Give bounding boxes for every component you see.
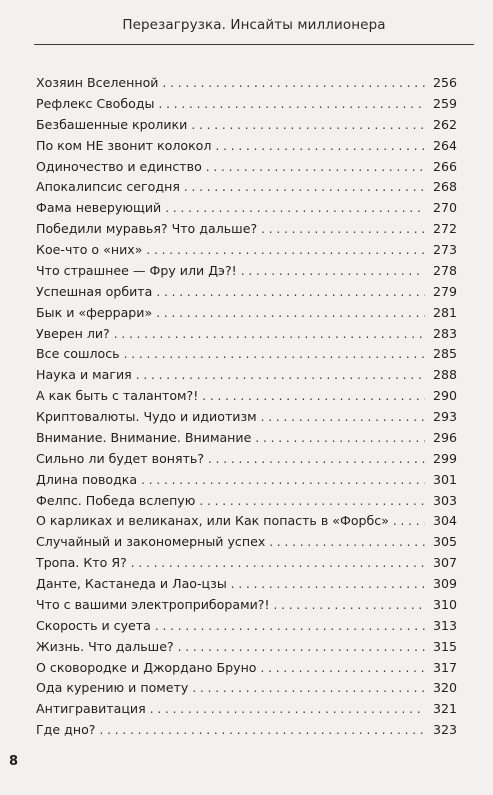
toc-entry-page: 303 bbox=[432, 492, 457, 508]
toc-entry bbox=[36, 303, 457, 324]
toc-entry-title: Апокалипсис сегодня bbox=[36, 179, 180, 195]
dot-leader bbox=[231, 574, 425, 595]
dot-leader bbox=[165, 198, 425, 219]
toc-entry-title: Победили муравья? Что дальше? bbox=[36, 221, 258, 237]
toc-entry-title: Данте, Кастанеда и Лао-цзы bbox=[36, 576, 227, 591]
toc-entry bbox=[36, 261, 457, 282]
dot-leader bbox=[269, 532, 425, 553]
toc-entry-title: Кое-что о «них» bbox=[36, 242, 143, 257]
toc-entry-title: Тропа. Кто Я? bbox=[36, 555, 127, 571]
toc-entry-page: 290 bbox=[432, 388, 457, 404]
toc-entry-title: А как быть с талантом?! bbox=[36, 388, 199, 404]
dot-leader bbox=[156, 282, 425, 303]
toc-entry bbox=[36, 574, 457, 595]
toc-entry-title: По ком НЕ звонит колокол bbox=[36, 137, 212, 153]
toc-entry bbox=[36, 511, 457, 532]
toc-entry bbox=[36, 344, 457, 365]
toc-entry bbox=[36, 595, 457, 616]
dot-leader bbox=[191, 115, 425, 136]
toc-entry bbox=[36, 470, 457, 491]
toc-entry-page: 317 bbox=[432, 659, 457, 675]
toc-entry-page: 266 bbox=[432, 158, 457, 174]
dot-leader bbox=[261, 219, 425, 240]
toc-entry-title: Все сошлось bbox=[36, 346, 120, 362]
toc-entry-page: 323 bbox=[432, 722, 457, 738]
dot-leader bbox=[136, 365, 425, 386]
toc-entry-page: 296 bbox=[432, 429, 457, 445]
header-rule bbox=[34, 44, 474, 45]
dot-leader bbox=[215, 136, 425, 157]
toc-entry bbox=[36, 73, 457, 94]
dot-leader bbox=[261, 658, 425, 679]
toc-entry-page: 315 bbox=[432, 638, 457, 654]
running-head: Перезагрузка. Инсайты миллионера bbox=[122, 17, 386, 33]
toc-entry bbox=[36, 720, 457, 741]
toc-entry-page: 299 bbox=[432, 450, 457, 466]
toc-entry bbox=[36, 219, 457, 240]
toc-entry-page: 304 bbox=[432, 513, 457, 529]
toc-entry-page: 273 bbox=[432, 242, 457, 257]
toc-entry bbox=[36, 157, 457, 178]
dot-leader bbox=[159, 94, 426, 115]
toc-entry-page: 285 bbox=[432, 346, 457, 362]
dot-leader bbox=[393, 511, 425, 532]
toc-entry-title: Ода курению и помету bbox=[36, 680, 189, 696]
toc-entry-title: Бык и «феррари» bbox=[36, 304, 153, 320]
toc-entry bbox=[36, 532, 457, 553]
toc-entry-title: Внимание. Внимание. Внимание bbox=[36, 429, 252, 445]
toc-entry-page: 278 bbox=[432, 262, 457, 278]
dot-leader bbox=[155, 616, 425, 637]
dot-leader bbox=[163, 73, 426, 94]
toc-entry bbox=[36, 324, 457, 345]
toc-entry-title: Уверен ли? bbox=[36, 325, 110, 341]
toc-entry bbox=[36, 198, 457, 219]
dot-leader bbox=[261, 407, 425, 428]
toc-entry bbox=[36, 491, 457, 512]
page-number: 8 bbox=[9, 754, 19, 769]
dot-leader bbox=[274, 595, 425, 616]
toc-entry-page: 307 bbox=[432, 555, 457, 571]
toc-entry-page: 309 bbox=[432, 576, 457, 591]
toc-entry-title: О карликах и великанах, или Как попасть в «Форбс» bbox=[36, 513, 389, 529]
toc-entry-title: Антигравитация bbox=[36, 701, 146, 717]
toc-entry-page: 288 bbox=[432, 367, 457, 383]
dot-leader bbox=[114, 324, 425, 345]
dot-leader bbox=[192, 678, 425, 699]
toc-entry-title: Наука и магия bbox=[36, 367, 132, 383]
toc-entry-title: Безбашенные кролики bbox=[36, 116, 188, 132]
toc-entry-title: Что страшнее — Фру или Дэ?! bbox=[36, 262, 237, 278]
toc-entry-page: 310 bbox=[432, 596, 457, 612]
toc-entry bbox=[36, 136, 457, 157]
toc-entry-page: 293 bbox=[432, 409, 457, 424]
toc-entry-title: Случайный и закономерный успех bbox=[36, 534, 266, 550]
toc-entry bbox=[36, 407, 457, 428]
dot-leader bbox=[141, 470, 425, 491]
dot-leader bbox=[99, 720, 425, 741]
toc-entry-page: 270 bbox=[432, 200, 457, 216]
toc-entry-title: Успешная орбита bbox=[36, 283, 153, 299]
dot-leader bbox=[146, 240, 425, 261]
dot-leader bbox=[202, 386, 425, 407]
toc-entry-page: 264 bbox=[432, 137, 457, 153]
toc-entry-page: 268 bbox=[432, 179, 457, 195]
toc-entry-page: 281 bbox=[432, 304, 457, 320]
toc-entry-title: Фелпс. Победа вслепую bbox=[36, 492, 196, 508]
toc-entry bbox=[36, 365, 457, 386]
dot-leader bbox=[208, 449, 425, 470]
toc-entry-title: Хозяин Вселенной bbox=[36, 75, 159, 90]
toc-entry-page: 321 bbox=[432, 701, 457, 717]
toc-entry-title: Одиночество и единство bbox=[36, 158, 202, 174]
dot-leader bbox=[255, 428, 425, 449]
toc-entry-page: 262 bbox=[432, 116, 457, 132]
dot-leader bbox=[199, 491, 425, 512]
table-of-contents bbox=[36, 73, 457, 741]
toc-entry bbox=[36, 699, 457, 720]
dot-leader bbox=[241, 261, 425, 282]
toc-entry-title: Скорость и суета bbox=[36, 617, 151, 633]
toc-entry-page: 259 bbox=[432, 95, 457, 111]
toc-entry-page: 272 bbox=[432, 221, 457, 237]
dot-leader bbox=[131, 553, 425, 574]
toc-entry-title: Жизнь. Что дальше? bbox=[36, 638, 174, 654]
toc-entry bbox=[36, 658, 457, 679]
toc-entry bbox=[36, 94, 457, 115]
dot-leader bbox=[124, 344, 425, 365]
toc-entry bbox=[36, 553, 457, 574]
toc-entry-page: 256 bbox=[432, 75, 457, 90]
toc-entry bbox=[36, 282, 457, 303]
dot-leader bbox=[206, 157, 425, 178]
toc-entry bbox=[36, 386, 457, 407]
toc-entry-title: О сковородке и Джордано Бруно bbox=[36, 659, 257, 675]
dot-leader bbox=[156, 303, 425, 324]
toc-entry-page: 313 bbox=[432, 617, 457, 633]
toc-entry bbox=[36, 240, 457, 261]
toc-entry-title: Что с вашими электроприборами?! bbox=[36, 596, 270, 612]
toc-entry-title: Сильно ли будет вонять? bbox=[36, 450, 205, 466]
toc-entry bbox=[36, 637, 457, 658]
toc-entry-title: Где дно? bbox=[36, 722, 96, 738]
dot-leader bbox=[178, 637, 425, 658]
toc-entry-title: Криптовалюты. Чудо и идиотизм bbox=[36, 409, 257, 424]
toc-entry-title: Фама неверующий bbox=[36, 200, 162, 216]
toc-entry-page: 320 bbox=[432, 680, 457, 696]
toc-entry bbox=[36, 428, 457, 449]
toc-entry bbox=[36, 115, 457, 136]
dot-leader bbox=[184, 177, 425, 198]
toc-entry-page: 283 bbox=[432, 325, 457, 341]
toc-entry bbox=[36, 616, 457, 637]
toc-entry-page: 305 bbox=[432, 534, 457, 550]
toc-entry-page: 301 bbox=[432, 471, 457, 487]
toc-entry bbox=[36, 678, 457, 699]
dot-leader bbox=[150, 699, 425, 720]
toc-entry-page: 279 bbox=[432, 283, 457, 299]
toc-entry-title: Длина поводка bbox=[36, 471, 138, 487]
toc-entry bbox=[36, 177, 457, 198]
toc-entry-title: Рефлекс Свободы bbox=[36, 95, 155, 111]
toc-entry bbox=[36, 449, 457, 470]
